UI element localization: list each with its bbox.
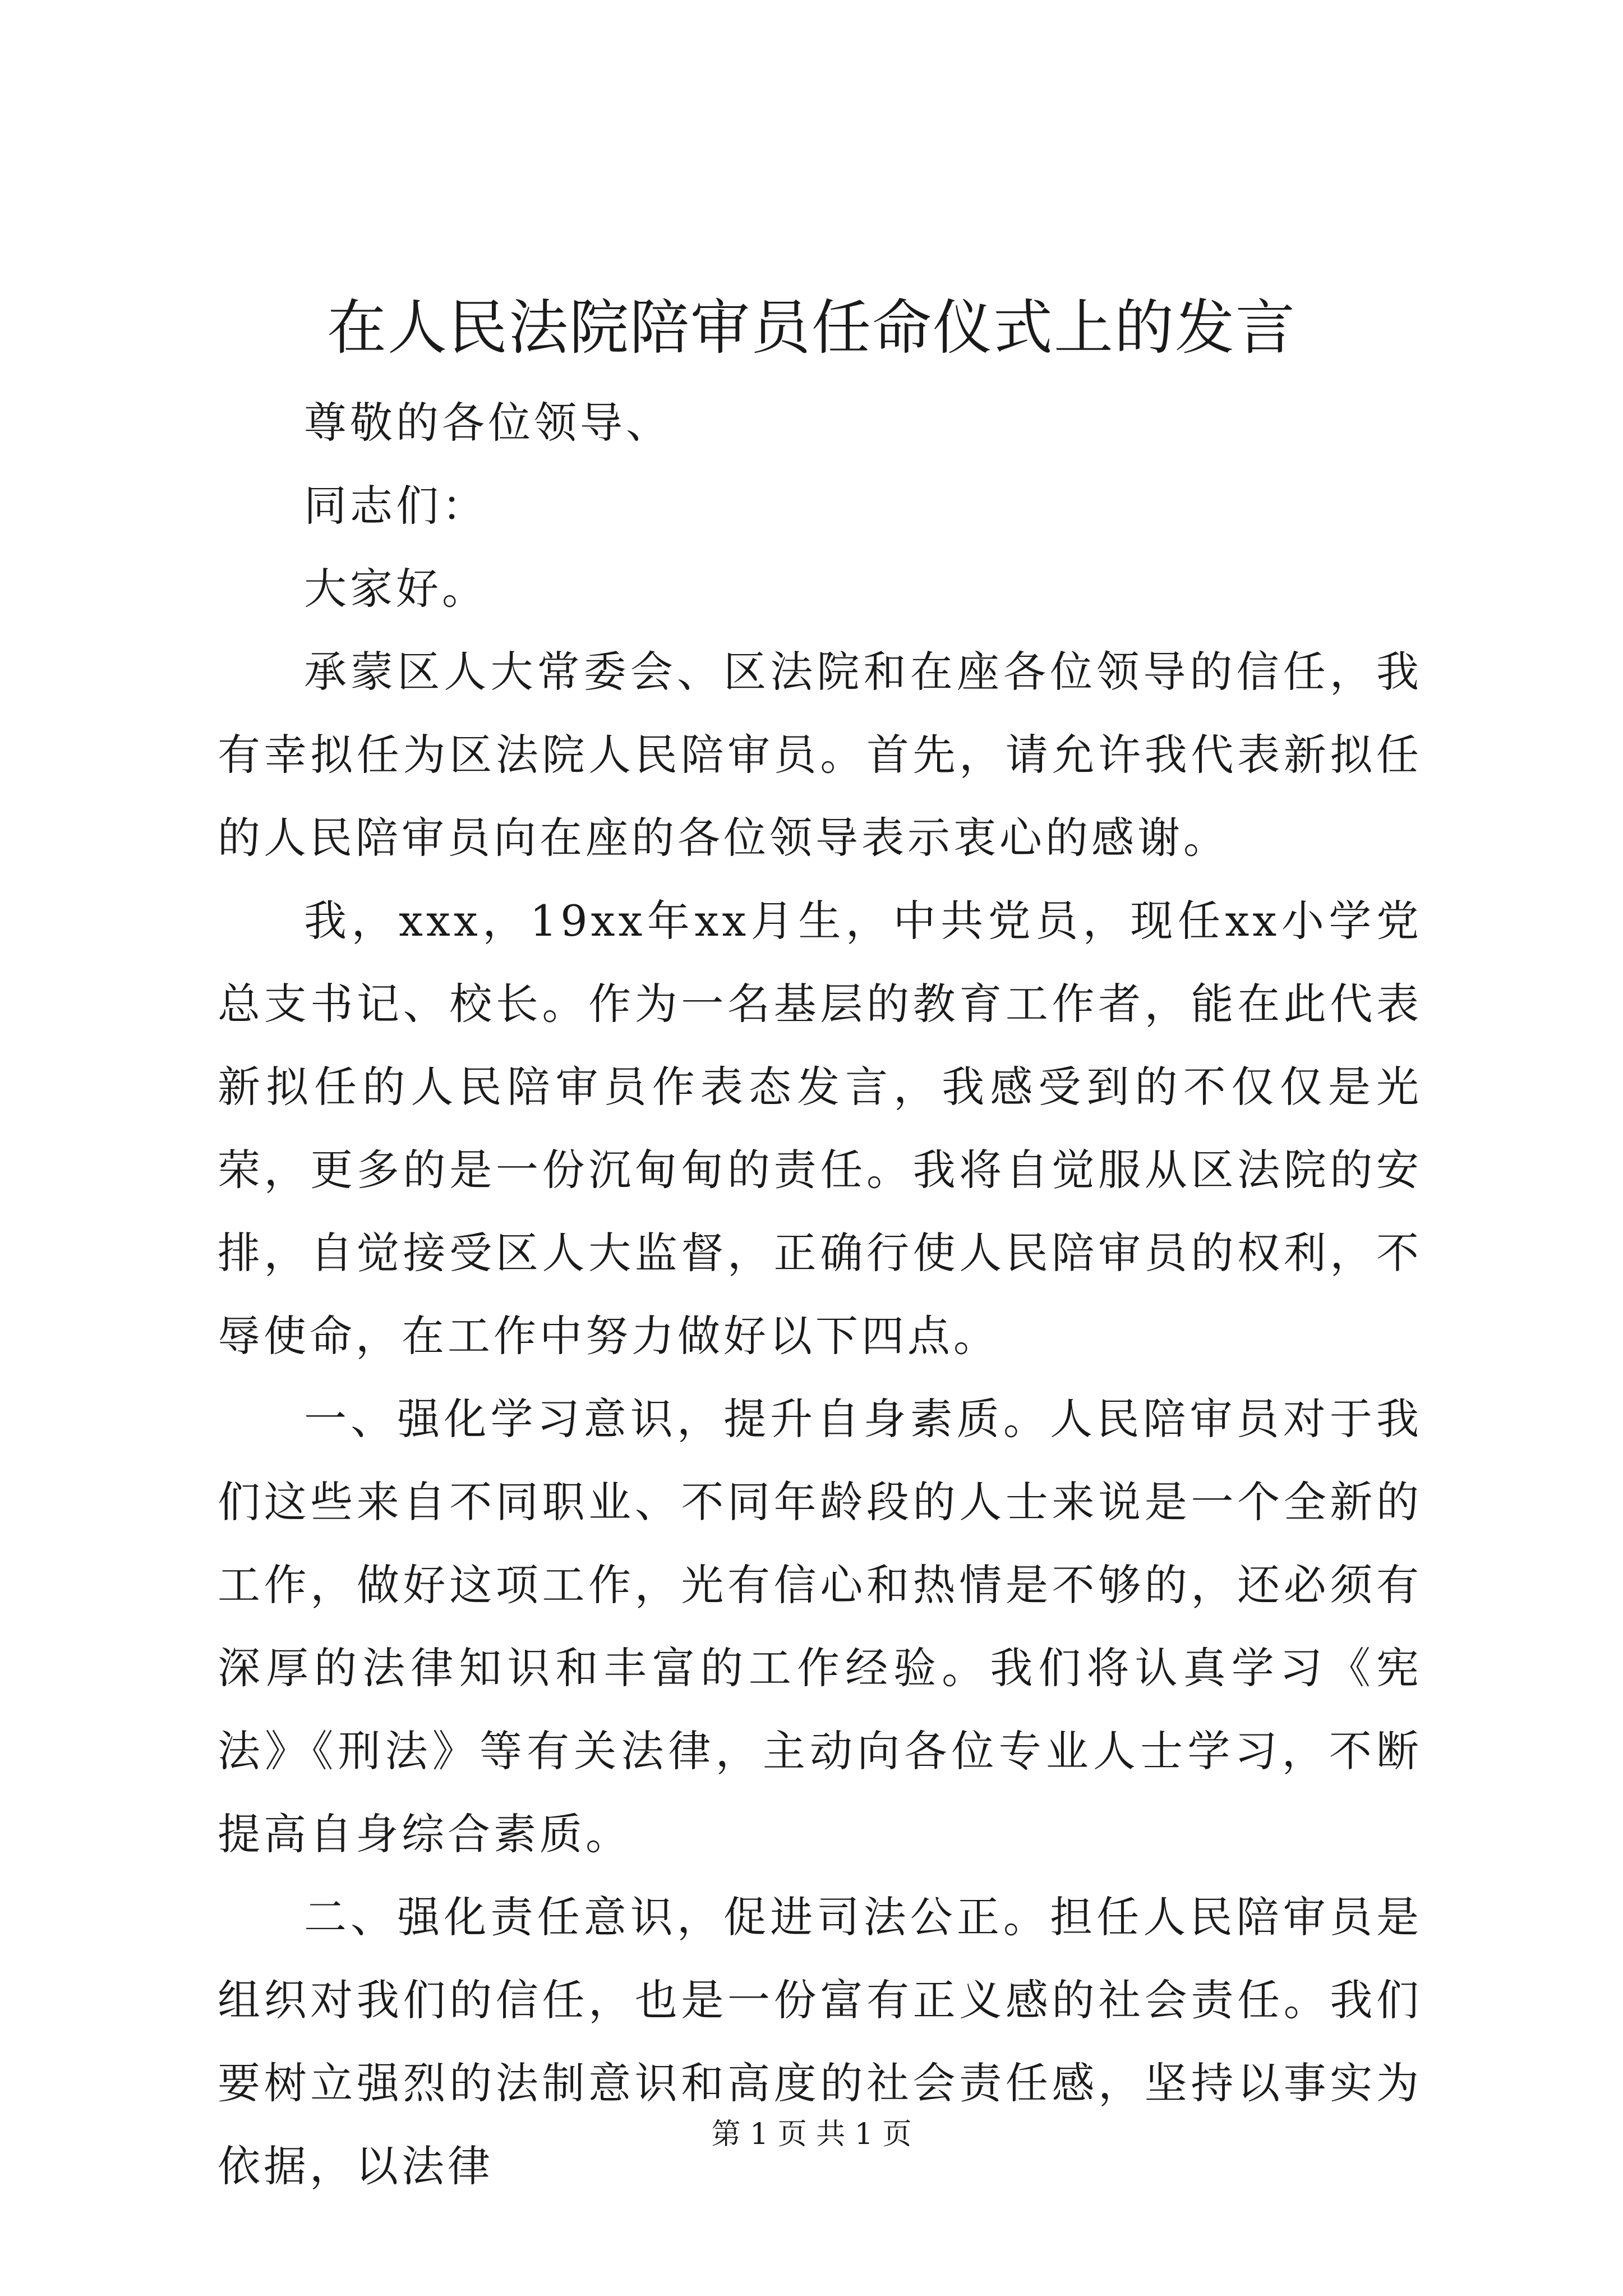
paragraph-intro: 承蒙区人大常委会、区法院和在座各位领导的信任，我有幸拟任为区法院人民陪审员。首先，请允许我代表新拟任的人民陪审员向在座的各位领导表示衷心的感谢。 bbox=[218, 647, 1422, 863]
paragraph-self-introduction: 我，xxx，19xx年xx月生，中共党员，现任xx小学党总支书记、校长。作为一名基层的教育工作者，能在此代表新拟任的人民陪审员作表态发言，我感受到的不仅仅是光荣，更多的是一份沉甸甸的责任。我将自觉服从区法院的安排，自觉接受区人大监督，正确行使人民陪审员的权利，不辱使命，在工作中努力做好以下四点。 bbox=[218, 896, 1422, 1361]
salutation-line-2: 同志们： bbox=[304, 481, 488, 531]
page-number-footer: 第 1 页 共 1 页 bbox=[711, 2118, 912, 2151]
salutation-line-1: 尊敬的各位领导、 bbox=[304, 398, 672, 448]
paragraph-point-one: 一、强化学习意识，提升自身素质。人民陪审员对于我们这些来自不同职业、不同年龄段的人士来说是一个全新的工作，做好这项工作，光有信心和热情是不够的，还必须有深厚的法律知识和丰富的工作经验。我们将认真学习《宪法》《刑法》等有关法律，主动向各位专业人士学习，不断提高自身综合素质。 bbox=[218, 1394, 1422, 1859]
document-title: 在人民法院陪审员任命仪式上的发言 bbox=[327, 293, 1296, 362]
paragraph-point-two: 二、强化责任意识，促进司法公正。担任人民陪审员是组织对我们的信任，也是一份富有正义感的社会责任。我们要树立强烈的法制意识和高度的社会责任感，坚持以事实为依据，以法律 bbox=[218, 1892, 1422, 2191]
greeting: 大家好。 bbox=[304, 564, 488, 614]
document-body bbox=[218, 381, 1422, 2208]
